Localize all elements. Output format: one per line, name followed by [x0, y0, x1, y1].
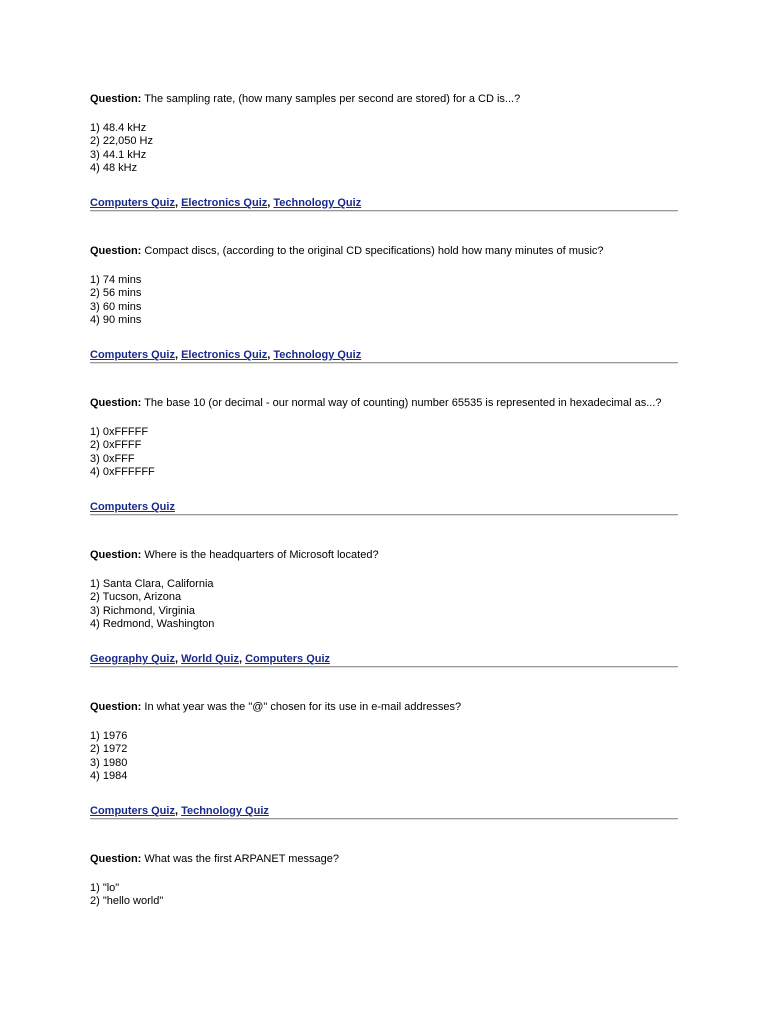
- link-separator: ,: [174, 653, 182, 665]
- answer-option: 3) Richmond, Virginia: [90, 604, 195, 617]
- answer-option: 4) 48 kHz: [90, 162, 138, 175]
- quiz-category-link[interactable]: Electronics Quiz: [181, 349, 268, 361]
- question-body: Compact discs, (according to the original CD specifications) hold how many minutes of music?: [144, 245, 604, 257]
- answer-list: [90, 122, 678, 176]
- question-text: [90, 244, 678, 258]
- link-separator: ,: [267, 349, 274, 361]
- question-body: Where is the headquarters of Microsoft located?: [144, 549, 379, 561]
- question-text: [90, 700, 678, 714]
- answer-option: 2) 0xFFFF: [90, 439, 142, 452]
- quiz-category-link[interactable]: Technology Quiz: [273, 349, 362, 361]
- answer-list: [90, 578, 678, 632]
- answer-option: 2) "hello world": [90, 895, 164, 908]
- question-text: [90, 548, 678, 562]
- question-body: In what year was the "@" chosen for its use in e-mail addresses?: [144, 701, 462, 713]
- answer-option: 3) 60 mins: [90, 300, 142, 313]
- question-block: [90, 700, 678, 852]
- quiz-page: [90, 92, 678, 1004]
- question-label: Question:: [90, 853, 142, 865]
- answer-option: 1) "lo": [90, 882, 120, 894]
- answer-option: 1) 74 mins: [90, 274, 142, 286]
- link-separator: ,: [267, 197, 274, 209]
- divider: [90, 818, 678, 820]
- answer-option: 4) 1984: [90, 770, 128, 783]
- answer-option: 4) 0xFFFFFF: [90, 466, 155, 479]
- answer-list: [90, 730, 678, 784]
- quiz-category-links: [90, 196, 678, 211]
- answer-option: 3) 1980: [90, 756, 128, 769]
- question-body: The base 10 (or decimal - our normal way of counting) number 65535 is represented in hexadecimal as...?: [144, 397, 662, 409]
- question-label: Question:: [90, 245, 142, 257]
- answer-option: 2) 22,050 Hz: [90, 135, 153, 148]
- answer-option: 1) 48.4 kHz: [90, 122, 147, 134]
- answer-list: [90, 426, 678, 480]
- quiz-category-link[interactable]: Computers Quiz: [90, 349, 175, 361]
- quiz-category-links: [90, 652, 678, 667]
- quiz-category-link[interactable]: Technology Quiz: [181, 805, 269, 817]
- quiz-category-link[interactable]: World Quiz: [181, 653, 239, 665]
- question-label: Question:: [90, 397, 142, 409]
- quiz-category-links: [90, 804, 678, 819]
- question-body: The sampling rate, (how many samples per second are stored) for a CD is...?: [144, 93, 521, 105]
- quiz-category-link[interactable]: Computers Quiz: [90, 501, 175, 513]
- link-separator: ,: [174, 197, 182, 209]
- quiz-category-link[interactable]: Technology Quiz: [273, 197, 362, 209]
- link-separator: ,: [238, 653, 246, 665]
- question-label: Question:: [90, 549, 142, 561]
- divider: [90, 210, 678, 212]
- quiz-category-link[interactable]: Computers Quiz: [245, 653, 331, 665]
- question-label: Question:: [90, 93, 142, 105]
- divider: [90, 666, 678, 668]
- quiz-category-link[interactable]: Computers Quiz: [90, 197, 175, 209]
- quiz-category-link[interactable]: Computers Quiz: [90, 805, 175, 817]
- answer-option: 2) 56 mins: [90, 287, 142, 300]
- answer-option: 1) Santa Clara, California: [90, 578, 214, 590]
- divider: [90, 362, 678, 364]
- question-label: Question:: [90, 701, 142, 713]
- answer-option: 1) 0xFFFFF: [90, 426, 149, 438]
- question-block: [90, 244, 678, 396]
- link-separator: ,: [174, 349, 182, 361]
- question-block: [90, 852, 678, 1004]
- answer-option: 4) Redmond, Washington: [90, 618, 215, 631]
- question-text: [90, 852, 678, 866]
- quiz-category-link[interactable]: Electronics Quiz: [181, 197, 268, 209]
- answer-option: 3) 0xFFF: [90, 452, 135, 465]
- quiz-category-link[interactable]: Geography Quiz: [90, 653, 175, 665]
- answer-option: 1) 1976: [90, 730, 128, 742]
- answer-option: 2) 1972: [90, 743, 128, 756]
- question-block: [90, 548, 678, 700]
- answer-option: 2) Tucson, Arizona: [90, 591, 182, 604]
- question-text: [90, 92, 678, 106]
- quiz-category-links: [90, 348, 678, 363]
- quiz-category-links: [90, 500, 678, 515]
- answer-list: [90, 882, 678, 909]
- answer-option: 4) 90 mins: [90, 314, 142, 327]
- answer-option: 3) 44.1 kHz: [90, 148, 147, 161]
- link-separator: ,: [174, 805, 182, 817]
- divider: [90, 514, 678, 516]
- question-body: What was the first ARPANET message?: [144, 853, 340, 865]
- question-block: [90, 92, 678, 244]
- question-text: [90, 396, 678, 410]
- answer-list: [90, 274, 678, 328]
- question-block: [90, 396, 678, 548]
